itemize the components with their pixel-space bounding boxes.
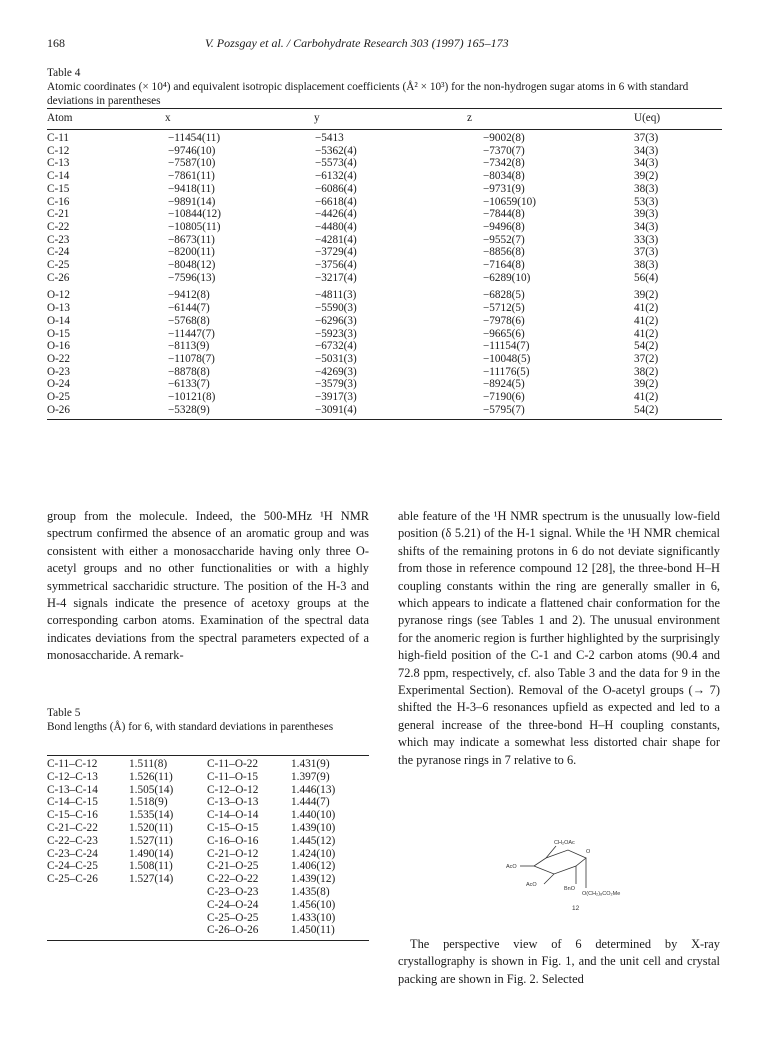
table4-col-ueq: U(eq) <box>634 112 661 124</box>
table5-cell-bond-2: C-11–O-15 <box>207 770 259 783</box>
table4-cell-x: −5768(8) <box>168 314 210 327</box>
table4-cell-z: −7370(7) <box>483 144 525 157</box>
table4-cell-z: −9731(9) <box>483 182 525 195</box>
table4-cell-ueq: 37(2) <box>634 352 659 365</box>
table4-cell-ueq: 39(2) <box>634 289 659 302</box>
table4-cell-z: −9552(7) <box>483 233 525 246</box>
right-paragraph-2: The perspective view of 6 determined by X-ray crystallography is shown in Fig. 1, and the unit cell and crystal packing are shown in Fig. 2. Selected <box>398 937 720 986</box>
table4-cell-y: −6132(4) <box>315 170 357 183</box>
table4-row <box>47 272 722 285</box>
table5-cell-length-1: 1.511(8) <box>129 758 168 770</box>
table5-cell-bond-2: C-11–O-22 <box>207 758 259 770</box>
table4-cell-atom: C-22 <box>47 220 70 233</box>
table4-cell-atom: O-12 <box>47 289 70 302</box>
table5-cell-bond-2: C-16–O-16 <box>207 834 259 847</box>
table5-cell-length-2: 1.439(12) <box>291 873 336 886</box>
table4-cell-z: −10048(5) <box>483 352 531 365</box>
table5-cell-bond-2: C-14–O-14 <box>207 809 259 822</box>
table4-cell-ueq: 37(3) <box>634 132 659 144</box>
table5-cell-length-1: 1.508(11) <box>129 860 173 873</box>
table4-cell-atom: O-14 <box>47 314 70 327</box>
table5-cell-length-2: 1.450(11) <box>291 924 335 937</box>
table5-row <box>47 796 369 809</box>
table4-cell-atom: O-24 <box>47 378 70 391</box>
table4-cell-ueq: 39(3) <box>634 208 659 221</box>
table5-cell-length-2: 1.445(12) <box>291 834 336 847</box>
left-column-text <box>47 508 369 665</box>
table4-row <box>47 340 722 353</box>
table4-cell-y: −4269(3) <box>315 365 357 378</box>
right-column-text <box>398 508 720 769</box>
table4-row <box>47 302 722 315</box>
table5-cell-length-2: 1.440(10) <box>291 809 336 822</box>
table4-cell-ueq: 41(2) <box>634 302 659 315</box>
table4-cell-y: −4811(3) <box>315 289 357 302</box>
table4-caption: Atomic coordinates (× 10⁴) and equivalent isotropic displacement coefficients (Å² × 10³) for the non-hydrogen sugar atoms in 6 with standard deviations in parentheses <box>47 81 689 107</box>
table4-row <box>47 170 722 183</box>
table5-cell-bond-1: C-24–C-25 <box>47 860 98 873</box>
label-aco-2: AcO <box>526 882 537 888</box>
table4-cell-z: −7978(6) <box>483 314 525 327</box>
table5-cell-length-2: 1.424(10) <box>291 847 336 860</box>
right-column-text-2 <box>398 936 720 988</box>
table5-row <box>47 912 369 925</box>
table4-cell-y: −3579(3) <box>315 378 357 391</box>
table4-cell-y: −5362(4) <box>315 144 357 157</box>
table4-cell-y: −3729(4) <box>315 246 357 259</box>
table4-cell-ueq: 54(2) <box>634 403 659 416</box>
table4-cell-y: −6732(4) <box>315 340 357 353</box>
table4-cell-ueq: 38(2) <box>634 365 659 378</box>
table4-cell-ueq: 41(2) <box>634 327 659 340</box>
table4-col-z: z <box>467 112 472 124</box>
table4-cell-atom: O-25 <box>47 391 70 403</box>
table4-row <box>47 221 722 234</box>
table4-row <box>47 259 722 272</box>
table4-cell-ueq: 41(2) <box>634 391 659 403</box>
table5-caption-block <box>47 706 369 734</box>
table4-cell-z: −7164(8) <box>483 259 525 271</box>
page-header <box>47 36 719 52</box>
table4-cell-ueq: 53(3) <box>634 195 659 208</box>
table4-cell-x: −6133(7) <box>168 378 210 391</box>
table4-cell-x: −8673(11) <box>168 233 215 246</box>
table4-cell-y: −5573(4) <box>315 157 357 170</box>
table5-row <box>47 848 369 861</box>
table4-caption-block <box>47 66 722 108</box>
table4-cell-x: −6144(7) <box>168 302 210 315</box>
table5-cell-bond-2: C-15–O-15 <box>207 821 259 834</box>
table4-label: Table 4 <box>47 67 81 79</box>
table4-cell-x: −9418(11) <box>168 182 215 195</box>
table4-cell-y: −6086(4) <box>315 182 357 195</box>
table5-cell-bond-2: C-21–O-25 <box>207 860 259 873</box>
table4-cell-ueq: 39(2) <box>634 170 659 183</box>
table5-cell-length-2: 1.406(12) <box>291 860 336 873</box>
table5-cell-bond-1: C-15–C-16 <box>47 809 98 822</box>
table5-cell-bond-1: C-21–C-22 <box>47 821 98 834</box>
table4-row <box>47 289 722 302</box>
compound-number: 12 <box>572 905 580 912</box>
table4-cell-x: −7861(11) <box>168 170 215 183</box>
table5-cell-length-2: 1.444(7) <box>291 796 330 809</box>
table4-cell-atom: C-11 <box>47 132 69 144</box>
table4-cell-x: −9891(14) <box>168 195 216 208</box>
table4-cell-y: −6296(3) <box>315 314 357 327</box>
label-ring-oxygen: O <box>586 849 591 855</box>
label-bno: BnO <box>564 886 576 892</box>
table4-cell-z: −7342(8) <box>483 157 525 170</box>
table4-cell-z: −5712(5) <box>483 302 525 315</box>
table4-row <box>47 208 722 221</box>
table5-cell-length-2: 1.397(9) <box>291 770 330 783</box>
table4-row <box>47 404 722 417</box>
page-number: 168 <box>47 36 65 50</box>
label-ch2oac: CH₂OAc <box>554 840 575 846</box>
table4-cell-ueq: 38(3) <box>634 182 659 195</box>
table5-cell-length-1: 1.526(11) <box>129 770 173 783</box>
table4-cell-y: −3217(4) <box>315 271 357 284</box>
left-paragraph: group from the molecule. Indeed, the 500-MHz ¹H NMR spectrum confirmed the absence of an aromatic group and was consistent with either a monosaccharide having only three O-acetyl groups and no other functionalities or with a highly symmetrical saccharidic structure. The position of the H-3 and H-4 signals indicate the presence of acetoxy groups at the corresponding carbon atoms. Examination of the spectral data indicates deviations from the spectral parameters expected of a monosaccharide. A remark- <box>47 509 369 663</box>
table4-cell-z: −11176(5) <box>483 365 530 378</box>
table4-cell-atom: O-23 <box>47 365 70 378</box>
table4-cell-atom: C-23 <box>47 233 70 246</box>
table5-row <box>47 860 369 873</box>
label-aglycone: O(CH₂)₈CO₂Me <box>582 891 621 897</box>
table4-cell-z: −6828(5) <box>483 289 525 302</box>
table4-row <box>47 157 722 170</box>
table4-cell-z: −11154(7) <box>483 340 530 353</box>
table4-cell-y: −4281(4) <box>315 233 357 246</box>
table4-cell-atom: O-15 <box>47 327 70 340</box>
table4-cell-z: −7844(8) <box>483 208 525 221</box>
table5-cell-length-2: 1.456(10) <box>291 898 336 911</box>
right-paragraph: able feature of the ¹H NMR spectrum is the unusually low-field position (δ 5.21) of the H-1 signal. While the ¹H NMR chemical shifts of the remaining protons in 6 do not deviate significantly from those in reference compound 12 [28], the three-bond H–H coupling constants within the ring are generally smaller in 6, which appears to indicate a flattened chair conformation for the pyranose rings (see Tables 1 and 2). The unusual environment for the anomeric region is further highlighted by the surprisingly high-field position of the C-1 and C-2 carbon atoms (90.4 and 72.8 ppm, respectively, cf. also Table 3 and the data for 9 in the Experimental Section). Removal of the O-acetyl groups (→ 7) shifted the H-3–6 resonances upfield as expected and led to a general increase of the three-bond H–H coupling constants, which may indicate a somewhat less distorted chair shape for the pyranose rings in 7 relative to 6. <box>398 509 720 767</box>
table4-cell-ueq: 33(3) <box>634 233 659 246</box>
table4-cell-z: −8034(8) <box>483 170 525 183</box>
table4-header-row <box>47 112 722 126</box>
table4-cell-z: −10659(10) <box>483 195 536 208</box>
table5-row <box>47 873 369 886</box>
table4-cell-ueq: 54(2) <box>634 340 659 353</box>
table4-cell-y: −6618(4) <box>315 195 357 208</box>
table5-cell-bond-1: C-12–C-13 <box>47 770 98 783</box>
table5-label: Table 5 <box>47 707 81 719</box>
table4-cell-atom: C-16 <box>47 195 70 208</box>
table5-cell-bond-2: C-24–O-24 <box>207 898 259 911</box>
table5-cell-length-2: 1.446(13) <box>291 783 336 796</box>
table4-cell-z: −9665(6) <box>483 327 525 340</box>
table4-cell-z: −8856(8) <box>483 246 525 259</box>
table4-cell-ueq: 38(3) <box>634 259 659 271</box>
table4-bottom-rule <box>47 419 722 420</box>
table4-cell-atom: C-24 <box>47 246 70 259</box>
table5-cell-bond-2: C-13–O-13 <box>207 796 259 809</box>
table4-cell-x: −8200(11) <box>168 246 215 259</box>
table4-cell-x: −11078(7) <box>168 352 215 365</box>
table4-row <box>47 378 722 391</box>
table4-cell-z: −6289(10) <box>483 271 531 284</box>
table4-cell-x: −10844(12) <box>168 208 221 221</box>
table4-cell-ueq: 34(3) <box>634 144 659 157</box>
table4-cell-atom: C-13 <box>47 157 70 170</box>
table5-cell-bond-1: C-25–C-26 <box>47 873 98 886</box>
table4-cell-x: −5328(9) <box>168 403 210 416</box>
table5-row <box>47 809 369 822</box>
table4-cell-z: −5795(7) <box>483 403 525 416</box>
table4-row <box>47 246 722 259</box>
table4-row <box>47 366 722 379</box>
label-aco-1: AcO <box>506 864 517 870</box>
table5-cell-bond-2: C-12–O-12 <box>207 783 259 796</box>
table5-cell-bond-2: C-22–O-22 <box>207 873 259 886</box>
table4-cell-x: −8048(12) <box>168 259 216 271</box>
table4-cell-x: −11454(11) <box>168 132 221 144</box>
table5-cell-length-1: 1.535(14) <box>129 809 174 822</box>
table5-row <box>47 886 369 899</box>
table4-cell-y: −4426(4) <box>315 208 357 221</box>
table4-cell-z: −7190(6) <box>483 391 525 403</box>
table4-cell-z: −9002(8) <box>483 132 525 144</box>
table5-cell-length-1: 1.520(11) <box>129 821 173 834</box>
table4-col-y: y <box>314 112 320 124</box>
table5-row <box>47 924 369 937</box>
table5-cell-length-2: 1.433(10) <box>291 911 336 924</box>
table5-row <box>47 758 369 771</box>
table4-cell-z: −9496(8) <box>483 220 525 233</box>
table5-cell-bond-1: C-11–C-12 <box>47 758 98 770</box>
table5-top-rule <box>47 755 369 756</box>
table4-header-rule <box>47 129 722 130</box>
table4-cell-ueq: 34(3) <box>634 157 659 170</box>
compound-12-structure <box>506 836 636 918</box>
table5-cell-length-1: 1.505(14) <box>129 783 174 796</box>
table4-cell-ueq: 41(2) <box>634 314 659 327</box>
table4-cell-atom: C-21 <box>47 208 70 221</box>
table4-cell-y: −3917(3) <box>315 391 357 403</box>
table4-row <box>47 132 722 145</box>
table4-cell-x: −8113(9) <box>168 340 210 353</box>
table4-cell-y: −4480(4) <box>315 220 357 233</box>
table5-cell-length-1: 1.518(9) <box>129 796 168 809</box>
table4-cell-y: −3756(4) <box>315 259 357 271</box>
table4-cell-atom: C-14 <box>47 170 70 183</box>
table4-cell-atom: O-16 <box>47 340 70 353</box>
table5-row <box>47 784 369 797</box>
table4-cell-x: −9412(8) <box>168 289 210 302</box>
table5-cell-length-2: 1.431(9) <box>291 758 330 770</box>
table4-cell-atom: C-25 <box>47 259 70 271</box>
table5-row <box>47 822 369 835</box>
table4-cell-atom: O-13 <box>47 302 70 315</box>
table4-cell-x: −11447(7) <box>168 327 215 340</box>
table4-cell-ueq: 39(2) <box>634 378 659 391</box>
table4-cell-y: −5923(3) <box>315 327 357 340</box>
table4-row <box>47 145 722 158</box>
table5-cell-bond-1: C-22–C-23 <box>47 834 98 847</box>
table4-row <box>47 315 722 328</box>
table5-row <box>47 771 369 784</box>
table4-cell-x: −7587(10) <box>168 157 216 170</box>
table4-row <box>47 328 722 341</box>
table4-cell-x: −10121(8) <box>168 391 216 403</box>
table4-row <box>47 183 722 196</box>
table5-cell-bond-2: C-25–O-25 <box>207 911 259 924</box>
table4-cell-ueq: 37(3) <box>634 246 659 259</box>
table4-top-rule <box>47 108 722 109</box>
table4-cell-x: −10805(11) <box>168 220 221 233</box>
table5 <box>47 758 369 937</box>
table5-row <box>47 835 369 848</box>
table4-cell-atom: C-15 <box>47 182 70 195</box>
table4-col-x: x <box>165 112 171 124</box>
table4-cell-x: −9746(10) <box>168 144 216 157</box>
table4-col-atom: Atom <box>47 112 73 124</box>
table5-cell-bond-1: C-13–C-14 <box>47 783 98 796</box>
table4-cell-atom: O-22 <box>47 352 70 365</box>
table4-cell-z: −8924(5) <box>483 378 525 391</box>
table4-row <box>47 391 722 404</box>
table4-cell-ueq: 56(4) <box>634 271 659 284</box>
table4-cell-atom: C-26 <box>47 271 70 284</box>
running-head: V. Pozsgay et al. / Carbohydrate Research 303 (1997) 165–173 <box>205 36 509 50</box>
table5-cell-length-2: 1.435(8) <box>291 885 330 898</box>
table5-cell-bond-2: C-26–O-26 <box>207 924 259 937</box>
table4-cell-y: −5413 <box>315 132 344 144</box>
table5-cell-length-1: 1.527(11) <box>129 834 173 847</box>
table5-cell-bond-1: C-14–C-15 <box>47 796 98 809</box>
table4-row <box>47 353 722 366</box>
table4-cell-x: −7596(13) <box>168 271 216 284</box>
table4-cell-y: −5590(3) <box>315 302 357 315</box>
table5-cell-length-2: 1.439(10) <box>291 821 336 834</box>
table5-cell-length-1: 1.490(14) <box>129 847 174 860</box>
table4-row <box>47 234 722 247</box>
table4-cell-atom: C-12 <box>47 144 70 157</box>
table5-row <box>47 899 369 912</box>
table5-bottom-rule <box>47 940 369 941</box>
table4-cell-x: −8878(8) <box>168 365 210 378</box>
table5-cell-length-1: 1.527(14) <box>129 873 174 886</box>
table5-body <box>47 758 369 937</box>
table5-cell-bond-2: C-21–O-12 <box>207 847 259 860</box>
table4-cell-y: −3091(4) <box>315 403 357 416</box>
table5-caption: Bond lengths (Å) for 6, with standard deviations in parentheses <box>47 721 334 733</box>
table4-row <box>47 196 722 209</box>
table5-cell-bond-2: C-23–O-23 <box>207 885 259 898</box>
table4-cell-atom: O-26 <box>47 403 70 416</box>
table4-cell-y: −5031(3) <box>315 352 357 365</box>
table5-cell-bond-1: C-23–C-24 <box>47 847 98 860</box>
table4-cell-ueq: 34(3) <box>634 220 659 233</box>
